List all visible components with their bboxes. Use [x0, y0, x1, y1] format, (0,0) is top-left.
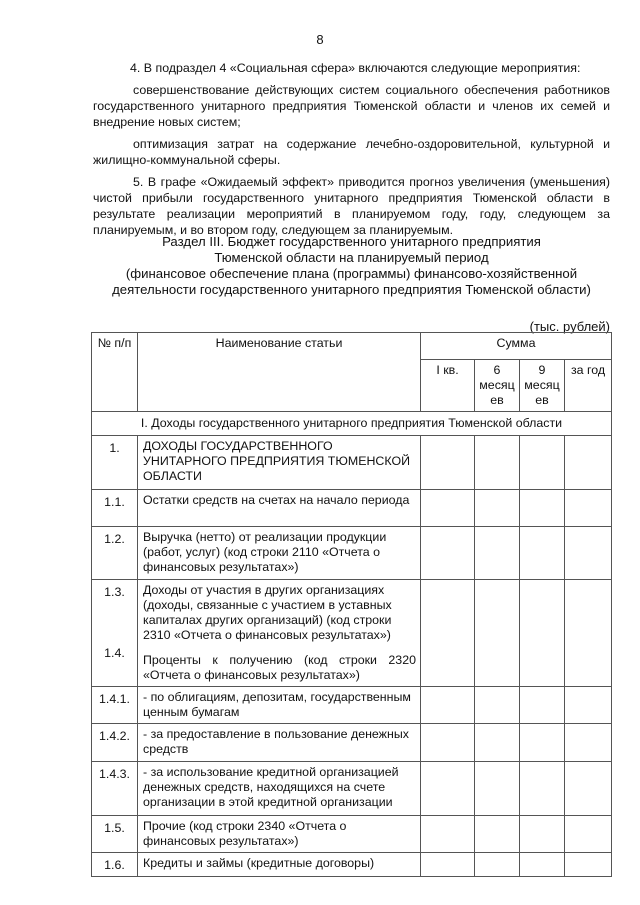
header-q1: I кв.	[421, 360, 475, 412]
cell-year	[565, 436, 612, 490]
cell-9-months	[520, 527, 565, 580]
table-row	[92, 687, 612, 724]
cell-6-months	[475, 580, 520, 687]
section-title-line: Раздел III. Бюджет государственного унитарного предприятия	[162, 234, 541, 249]
row-name: Прочие (код строки 2340 «Отчета о финансовых результатах»)	[138, 816, 421, 853]
cell-9-months	[520, 687, 565, 724]
cell-q1	[421, 527, 475, 580]
row-num-secondary: 1.4.	[104, 646, 125, 660]
cell-9-months	[520, 762, 565, 816]
header-num: № п/п	[92, 333, 138, 412]
header-sum: Сумма	[421, 333, 612, 360]
cell-q1	[421, 853, 475, 877]
cell-year	[565, 580, 612, 687]
cell-year	[565, 762, 612, 816]
cell-year	[565, 853, 612, 877]
cell-6-months	[475, 490, 520, 527]
cell-q1	[421, 724, 475, 762]
row-name	[138, 580, 421, 687]
paragraph-social-systems: совершенствование действующих систем социального обеспечения работников государственного унитарного предприятия Тюменской области и членов их семей и внедрение новых систем;	[93, 83, 610, 129]
header-name: Наименование статьи	[138, 333, 421, 412]
cell-q1	[421, 687, 475, 724]
cell-year	[565, 527, 612, 580]
row-name-primary: Доходы от участия в других организациях (доходы, связанные с участием в уставных капиталах других организаций) (код строки 2310 «Отчета о финансовых результатах»)	[143, 583, 392, 642]
row-num: 1.2.	[92, 527, 138, 580]
row-num: 1.4.2.	[92, 724, 138, 762]
section-title-line: Тюменской области на планируемый период	[214, 250, 489, 265]
cell-6-months	[475, 762, 520, 816]
header-6-months: 6 месяц ев	[475, 360, 520, 412]
row-name: - за использование кредитной организацией денежных средств, находящихся на счете организации в этой кредитной организации	[138, 762, 421, 816]
row-name: - по облигациям, депозитам, государственным ценным бумагам	[138, 687, 421, 724]
row-num: 1.	[92, 436, 138, 490]
cell-year	[565, 816, 612, 853]
section-title	[93, 234, 610, 298]
paragraph-item-4: 4. В подраздел 4 «Социальная сфера» включаются следующие мероприятия:	[130, 61, 581, 75]
cell-year	[565, 490, 612, 527]
table-row	[92, 762, 612, 816]
cell-6-months	[475, 724, 520, 762]
row-name: - за предоставление в пользование денежных средств	[138, 724, 421, 762]
row-name: Остатки средств на счетах на начало периода	[138, 490, 421, 527]
row-name: ДОХОДЫ ГОСУДАРСТВЕННОГО УНИТАРНОГО ПРЕДПРИЯТИЯ ТЮМЕНСКОЙ ОБЛАСТИ	[138, 436, 421, 490]
table-row	[92, 490, 612, 527]
row-num: 1.5.	[92, 816, 138, 853]
cell-9-months	[520, 490, 565, 527]
cell-q1	[421, 762, 475, 816]
body-text	[93, 60, 610, 238]
row-num-primary: 1.3.	[104, 585, 125, 599]
cell-9-months	[520, 724, 565, 762]
cell-6-months	[475, 816, 520, 853]
cell-q1	[421, 436, 475, 490]
cell-6-months	[475, 687, 520, 724]
table-row	[92, 853, 612, 877]
table-row	[92, 527, 612, 580]
section-row-incomes: I. Доходы государственного унитарного предприятия Тюменской области	[92, 412, 612, 436]
row-num	[92, 580, 138, 687]
units-label: (тыс. рублей)	[529, 319, 610, 334]
cell-9-months	[520, 853, 565, 877]
row-name-secondary: Проценты к получению (код строки 2320 «Отчета о финансовых результатах»)	[143, 653, 416, 682]
budget-table	[91, 332, 612, 877]
row-num: 1.1.	[92, 490, 138, 527]
cell-year	[565, 687, 612, 724]
cell-9-months	[520, 580, 565, 687]
cell-9-months	[520, 816, 565, 853]
row-name: Кредиты и займы (кредитные договоры)	[138, 853, 421, 877]
page-number: 8	[316, 32, 324, 47]
cell-q1	[421, 580, 475, 687]
section-title-line: (финансовое обеспечение плана (программы) финансово-хозяйственной	[125, 266, 578, 281]
table-row	[92, 724, 612, 762]
table-row	[92, 436, 612, 490]
cell-6-months	[475, 436, 520, 490]
header-9-months: 9 месяц ев	[520, 360, 565, 412]
cell-6-months	[475, 527, 520, 580]
cell-q1	[421, 490, 475, 527]
table-row	[92, 816, 612, 853]
row-num: 1.4.1.	[92, 687, 138, 724]
row-num: 1.4.3.	[92, 762, 138, 816]
row-name: Выручка (нетто) от реализации продукции (работ, услуг) (код строки 2110 «Отчета о финансовых результатах»)	[138, 527, 421, 580]
cell-6-months	[475, 853, 520, 877]
cell-year	[565, 724, 612, 762]
cell-q1	[421, 816, 475, 853]
table-row	[92, 580, 612, 687]
paragraph-item-5: 5. В графе «Ожидаемый эффект» приводится прогноз увеличения (уменьшения) чистой прибыли государственного унитарного предприятия Тюменской области в результате реализации мероприятий в планируемом году, году, следующем за планируемым, и во втором году, следующем за планируемым.	[93, 175, 610, 237]
cell-9-months	[520, 436, 565, 490]
row-num: 1.6.	[92, 853, 138, 877]
paragraph-cost-optimization: оптимизация затрат на содержание лечебно-оздоровительной, культурной и жилищно-коммунальной сферы.	[93, 137, 610, 167]
header-year: за год	[565, 360, 612, 412]
section-title-line: деятельности государственного унитарного предприятия Тюменской области)	[112, 282, 591, 297]
